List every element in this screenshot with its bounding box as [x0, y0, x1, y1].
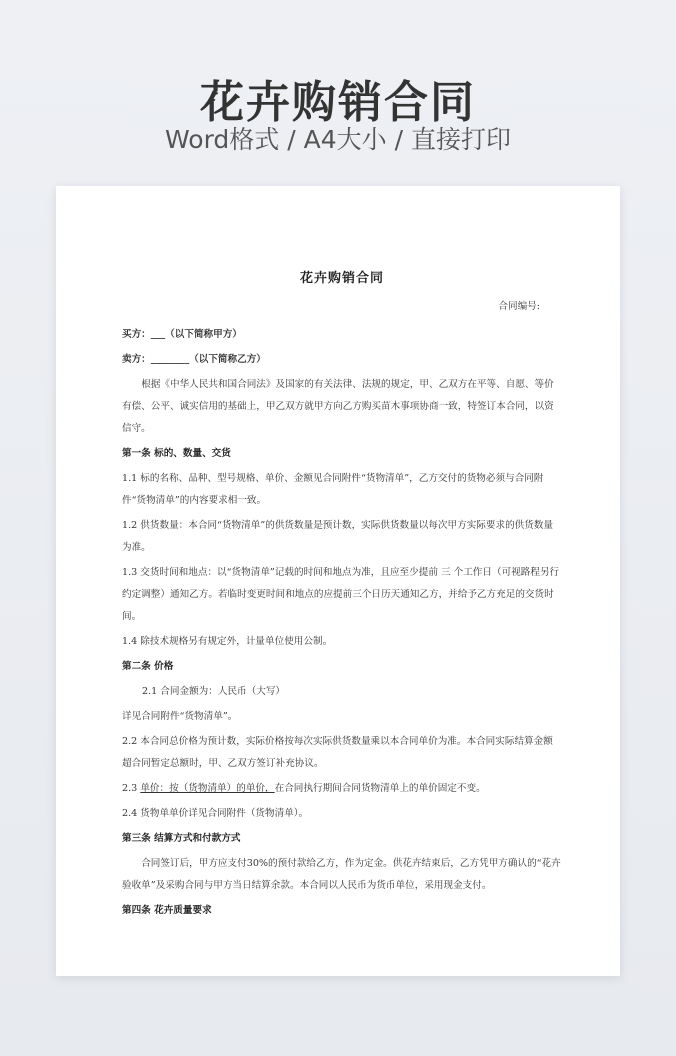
buyer-line: 买方：___（以下简称甲方）: [122, 329, 242, 340]
clause-2-2: 2.2 本合同总价格为预计数，实际价格按每次实际供货数量乘以本合同单价为准。本合同实际结算金额超合同暂定总额时，甲、乙双方签订补充协议。: [122, 736, 553, 769]
document-title: 花卉购销合同: [299, 271, 384, 286]
document-page: [56, 186, 620, 976]
document-body: [122, 268, 562, 925]
clause-1-2: 1.2 供货数量：本合同“货物清单”的供货数量是预计数，实际供货数量以每次甲方实际要求的供货数量为准。: [122, 520, 554, 553]
banner-subtitle: Word格式 / A4大小 / 直接打印: [165, 125, 511, 154]
clause-1-3: 1.3 交货时间和地点：以“货物清单”记载的时间和地点为准，且应至少提前 三 个工作日（可视路程另行约定调整）通知乙方。若临时变更时间和地点的应提前三个日历天通知乙方，并给予乙方充足的交货时间。: [122, 567, 560, 622]
clause-2-3-text: 在合同执行期间合同货物清单上的单价固定不变。: [274, 783, 486, 794]
clause-2-3: [122, 778, 562, 800]
article-1-heading: 第一条 标的、数量、交货: [122, 448, 231, 459]
article-2-heading: 第二条 价格: [122, 661, 174, 672]
clause-1-1: 1.1 标的名称、品种、型号规格、单价、金额见合同附件“货物清单”，乙方交付的货物必须与合同附件“货物清单”的内容要求相一致。: [122, 473, 544, 506]
article-3-heading: 第三条 结算方式和付款方式: [122, 833, 241, 844]
clause-3-text: 合同签订后，甲方应支付30%的预付款给乙方，作为定金。供花卉结束后，乙方凭甲方确认的“花卉验收单”及采购合同与甲方当日结算余款。本合同以人民币为货币单位，采用现金支付。: [122, 858, 561, 891]
clause-2-1-note: 详见合同附件“货物清单”。: [122, 711, 238, 722]
seller-line: 卖方：________（以下简称乙方）: [122, 354, 266, 365]
clause-2-3-underlined: 单价：按（货物清单）的单价，: [140, 783, 275, 794]
clause-2-4: 2.4 货物单单价详见合同附件（货物清单）。: [122, 808, 309, 819]
article-4-heading: 第四条 花卉质量要求: [122, 905, 212, 916]
clause-2-3-number: 2.3: [122, 783, 141, 794]
banner-title: 花卉购销合同: [200, 77, 476, 128]
preamble: 根据《中华人民共和国合同法》及国家的有关法律、法规的规定，甲、乙双方在平等、自愿、等价有偿、公平、诚实信用的基础上，甲乙双方就甲方向乙方购买苗木事项协商一致，特签订本合同，以资信守。: [122, 379, 554, 434]
clause-2-1: 2.1 合同金额为：人民币（大写）: [142, 686, 286, 697]
clause-1-4: 1.4 除技术规格另有规定外，计量单位使用公制。: [122, 636, 333, 647]
contract-number: 合同编号:: [498, 301, 540, 312]
